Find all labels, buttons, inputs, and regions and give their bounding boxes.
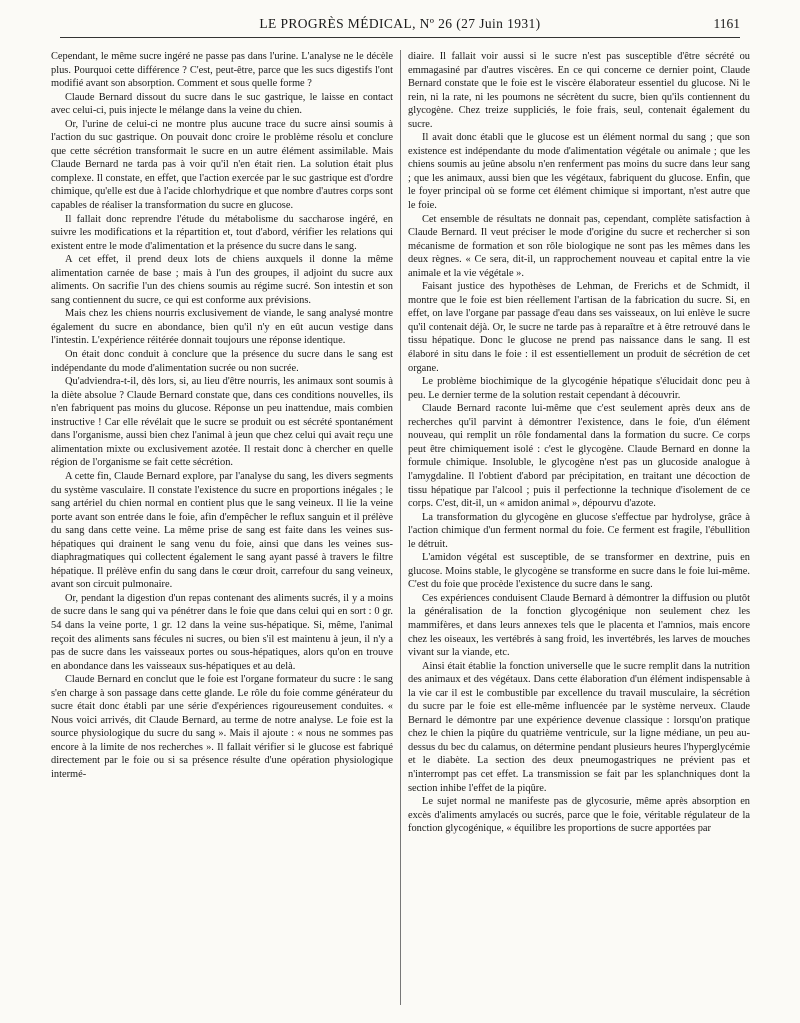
paragraph: diaire. Il fallait voir aussi si le sucre n'est pas susceptible d'être sécrété ou emmagasiné par d'autres viscères. En ce qui concerne ce dernier point, Claude Bernard constate que le foie est le viscère élaborateur essentiel du glucose. Ni le rein, ni la rate, ni les poumons ne sécrètent du sucre, bien qu'ils contiennent du glycogène. Chez treize suppliciés, le foie frais, seul, contenait également du sucre. <box>408 51 750 130</box>
paragraph: Ces expériences conduisent Claude Bernard à démontrer la diffusion ou plutôt la généralisation de la fonction glycogénique non seulement chez les mammifères, et dans leurs annexes tels que le placenta et l'amnios, mais encore chez les oiseaux, les vertébrés à sang froid, les invertébrés, les larves de mouches vivant sur la viande, etc. <box>408 592 750 659</box>
page-number: 1161 <box>713 16 740 31</box>
paragraph: On était donc conduit à conclure que la présence du sucre dans le sang est indépendante du mode d'alimentation sucrée ou non sucrée. <box>51 349 393 374</box>
paragraph: L'amidon végétal est susceptible, de se transformer en dextrine, puis en glucose. Moins stable, le glycogène se transforme en sucre dans le foie lui-même. C'est du foie que procède l'existence du sucre dans le sang. <box>408 552 750 591</box>
running-header <box>60 16 740 42</box>
journal-title: LE PROGRÈS MÉDICAL, Nº 26 (27 Juin 1931) <box>259 16 541 31</box>
paragraph: Cependant, le même sucre ingéré ne passe pas dans l'urine. L'analyse ne le décèle plus. Pourquoi cette différence ? C'est, peut-être, parce que les sucs digestifs l'ont modifié avant son absorption. Comment et sous quelle forme ? <box>51 51 393 90</box>
paragraph: Or, pendant la digestion d'un repas contenant des aliments sucrés, il y a moins de sucre dans le sang qui va pénétrer dans le foie que dans celui qui en sort : 0 gr. 54 dans la veine porte, 1 gr. 12 dans la veine sus-hépatique. Si, même, l'animal reçoit des aliments sans fécules ni sucres, ou bien s'il est maintenu à jeun, il n'y a pas de sucre dans les vaisseaux portes ou sous-hépatiques, alors qu'on en trouve en abondance dans les vaisseaux sus-hépatiques et au delà. <box>51 592 393 672</box>
paragraph: Claude Bernard raconte lui-même que c'est seulement après deux ans de recherches qu'il parvint à démontrer l'existence, dans le foie, d'un élément nouveau, qui remplit un rôle fondamental dans la formation du sucre. Ce corps peut être chimiquement isolé : c'est le glycogène. Claude Bernard en donne la formule chimique. Insoluble, le glycogène n'est pas un glucoside analogue à l'amygdaline. Il l'obtient d'abord par précipitation, en traitant une décoction de tissu hépatique par l'alcool ; puis il perfectionne la technique d'isolement de ce corps. C'est, dit-il, un « amidon animal », dépourvu d'azote. <box>408 403 750 510</box>
paragraph: Il avait donc établi que le glucose est un élément normal du sang ; que son existence est indépendante du mode d'alimentation végétale ou animale ; que les chiens soumis au jeûne absolu n'en renferment pas moins du sucre dans leur sang ; que les animaux, aussi bien que les végétaux, fabriquent du glucose. Enfin, que le foyer principal où se forme cet élément chimique si important, n'est autre que le foie. <box>408 132 750 212</box>
paragraph: Claude Bernard en conclut que le foie est l'organe formateur du sucre : le sang s'en charge à son passage dans cette glande. Le rôle du foie comme générateur du sucre était donc établi par une série d'expériences rigoureusement conduites. « Nous voici arrivés, dit Claude Bernard, au terme de notre analyse. Le foie est la source physiologique du sucre du sang ». Mais il ajoute : « nous ne sommes pas encore à la limite de nos recherches ». Il fallait vérifier si le glucose est fabriqué directement par le foie ou si sa présence résulte d'une opération physiologique intermé- <box>51 674 393 780</box>
left-column <box>51 50 393 1010</box>
paragraph: Le sujet normal ne manifeste pas de glycosurie, même après absorption en excès d'aliments amylacés ou sucrés, parce que le foie, véritable régulateur de la fonction glycogénique, « équilibre les proportions de sucre apportées par <box>408 796 750 835</box>
column-divider <box>400 50 401 1005</box>
paragraph: Cet ensemble de résultats ne donnait pas, cependant, complète satisfaction à Claude Bernard. Il veut préciser le mode d'origine du sucre et rechercher si son mécanisme de formation et son rôle biologique ne sont pas les mêmes dans les deux règnes. « Ce sera, dit-il, un rapprochement nouveau et capital entre la vie animale et la vie végétale ». <box>408 213 750 279</box>
paragraph: A cet effet, il prend deux lots de chiens auxquels il donne la même alimentation carnée de base ; mais à l'un des groupes, il adjoint du sucre aux aliments. On sacrifie l'un des chiens soumis au régime sucré. Son intestin et son sang contiennent du sucre, ce qui est conforme aux prévisions. <box>51 254 393 306</box>
paragraph: La transformation du glycogène en glucose s'effectue par hydrolyse, grâce à l'action chimique d'un ferment normal du foie. Ce ferment est fragile, l'ébullition le détruit. <box>408 511 750 550</box>
paragraph: Faisant justice des hypothèses de Lehman, de Frerichs et de Schmidt, il montre que le foie est bien réellement l'artisan de la fabrication du sucre. Si, en effet, on lave l'organe par passage d'eau dans ses vaisseaux, on lui enlève le sucre qu'il contenait déjà. Or, le sucre ne tarde pas à reparaître et à être retrouvé dans le tissu hépatique. Donc le glucose ne prend pas naissance dans le sang. Il est élaboré in situ dans le foie : il est essentiellement un produit de sécrétion de cet organe. <box>408 281 750 374</box>
paragraph: Or, l'urine de celui-ci ne montre plus aucune trace du sucre ainsi soumis à l'action du suc gastrique. On pouvait donc croire le problème résolu et conclure que cette sécrétion transformait le sucre en un autre élément assimilable. Mais Claude Bernard ne tarda pas à voir qu'il n'en était rien. La solution était plus complexe. Il constate, en effet, que l'action exercée par le suc gastrique est d'ordre chimique, qu'elle est due à l'acide chlorhydrique et que nombre d'autres corps sont capables de réaliser la transformation du sucre en glucose. <box>51 118 393 212</box>
paragraph: A cette fin, Claude Bernard explore, par l'analyse du sang, les divers segments du système vasculaire. Il constate l'existence du sucre en proportions inégales ; le sang artériel du chien normal en contient plus que le sang veineux. Il lie la veine porte avant son entrée dans le foie, afin d'empêcher le reflux sanguin et il prélève du sang dans cette veine. La même prise de sang est faite dans les veines sus-hépatiques qui drainent le sang venu du foie, ainsi que dans les veines sus-diaphragmatiques qui collectent également le sang ayant passé à travers le filtre hépatique. Il prélève enfin du sang dans le cœur droit, carrefour du sang veineux, avant son circuit pulmonaire. <box>51 470 393 591</box>
paragraph: Ainsi était établie la fonction universelle que le sucre remplit dans la nutrition des animaux et des végétaux. Dans cette élaboration d'un élément indispensable à la vie car il est le combustible par excellence du travail musculaire, la sécrétion du sucre par le foie est elle-même influencée par le système nerveux. Claude Bernard le démontre par une expérience devenue classique : lorsqu'on pratique chez le chien la piqûre du quatrième ventricule, sur la ligne médiane, un peu au-dessus du bec du calamus, on détermine pendant plusieurs heures l'hyperglycémie et le diabète. La section des deux pneumogastriques ne prévient pas et n'interrompt pas cet effet. La transmission se fait par les splanchniques dont la section inhibe l'effet de la piqûre. <box>408 660 750 794</box>
paragraph: Il fallait donc reprendre l'étude du métabolisme du saccharose ingéré, en suivre les modifications et la répartition et, tout d'abord, vérifier les relations qui existent entre le mode d'alimentation et la présence du sucre dans le sang. <box>51 213 393 252</box>
paragraph: Mais chez les chiens nourris exclusivement de viande, le sang analysé montre également du sucre en abondance, bien qu'il n'y en eût aucun vestige dans l'intestin. L'expérience réitérée donnait toujours une réponse identique. <box>51 308 393 347</box>
header-rule <box>60 37 740 38</box>
paragraph: Claude Bernard dissout du sucre dans le suc gastrique, le laisse en contact avec celui-ci, puis injecte le mélange dans la veine du chien. <box>51 91 393 117</box>
paragraph: Le problème biochimique de la glycogénie hépatique s'élucidait donc peu à peu. Le dernier terme de la solution restait cependant à découvrir. <box>408 376 750 401</box>
right-column <box>408 50 750 1010</box>
paragraph: Qu'adviendra-t-il, dès lors, si, au lieu d'être nourris, les animaux sont soumis à la diète absolue ? Claude Bernard constate que, dans ces conditions nouvelles, ils n'en fabriquent pas moins du glucose. Réponse un peu inattendue, mais combien instructive ! Car elle révélait que le sucre se produit ou est sécrété spontanément dans l'organisme, aussi bien chez l'animal à jeun que chez celui qui avait reçu une alimentation mixte ou exclusivement azotée. Il restait donc à chercher en quelle région de l'organisme se fait cette sécrétion. <box>51 376 393 469</box>
